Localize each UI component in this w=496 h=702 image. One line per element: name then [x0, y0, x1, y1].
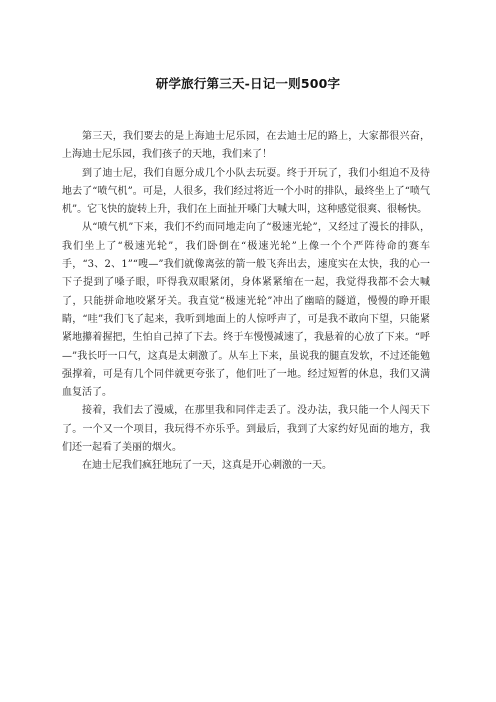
paragraph: 接着，我们去了漫威，在那里我和同伴走丢了。没办法，我只能一个人闯天下了。一个又一个项目，我玩得不亦乐乎。到最后，我到了大家约好见面的地方，我们还一起看了美丽的烟火。: [62, 405, 430, 454]
paragraph: 从“喷气机”下来，我们不约而同地走向了“极速光轮”，又经过了漫长的排队，我们坐上了“极速光轮”，我们卧倒在“极速光轮”上像一个个严阵待命的赛车手，“3、2、1”“嗖—”我们就像离弦的箭一般飞奔出去，速度实在太快，我的心一下子提到了嗓子眼，吓得我双眼紧闭，身体紧紧缩在一起，我觉得我都不会大喊了，只能拼命地咬紧牙关。我直觉“极速光轮”冲出了幽暗的隧道，慢慢的睁开眼睛，“哇”我们飞了起来，我听到地面上的人惊呼声了，可是我不敢向下望，只能紧紧地攥着握把，生怕自己掉了下去。终于车慢慢减速了，我悬着的心放了下来。“呼—”我长吁一口气，这真是太刺激了。从车上下来，虽说我的腿直发软，不过还能勉强撑着，可是有几个同伴就更夸张了，他们吐了一地。经过短暂的休息，我们又满血复活了。: [62, 222, 430, 399]
document-body: [62, 128, 430, 476]
paragraph: 在迪士尼我们疯狂地玩了一天，这真是开心刺激的一天。: [82, 460, 332, 472]
paragraph: 第三天，我们要去的是上海迪士尼乐园，在去迪士尼的路上，大家都很兴奋，上海迪士尼乐园，我们孩子的天地，我们来了！: [62, 131, 430, 161]
paragraph: 到了迪士尼，我们自愿分成几个小队去玩耍。终于开玩了，我们小组迫不及待地去了“喷气机”。可是，人很多，我们经过将近一个小时的排队，最终坐上了“喷气机”。它飞快的旋转上升，我们在上面扯开嗓门大喊大叫，这种感觉很爽、很畅快。: [62, 167, 430, 216]
document-title: 研学旅行第三天-日记一则500字: [155, 76, 341, 91]
